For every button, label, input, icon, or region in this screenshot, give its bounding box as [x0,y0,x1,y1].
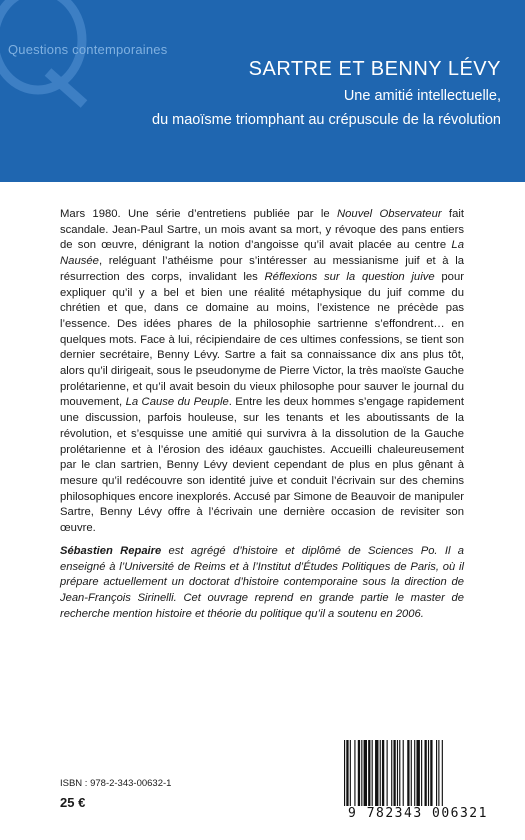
barcode-number: 9 782343 006321 [348,806,488,821]
barcode-block [332,734,504,824]
blurb-segment: pour expliquer qu’il y a bel et bien une réalité métaphysique du juif comme du chrétien et que, dans ce domaine au moins, l’existence ne précède pas l’essence. Des idées phares de la philosophie sartrienne s’effondrent… en quelques mots. Face à lui, récipiendaire de ces ultimes confessions, se tient son dernier secrétaire, Benny Lévy. Sartre a fait sa connaissance dix ans plus tôt, alors qu’il dirigeait, sous le pseudonyme de Pierre Victor, la très maoïste Gauche prolétarienne, et qu’il avait besoin du vieux philosophe pour sauver le journal du mouvement, [60,270,464,409]
blurb-segment: , reléguant l’athéisme pour s’intéresser au messianisme juif et à la résurrection des corps, invalidant les [60,255,464,283]
book-subtitle-line2: du maoïsme triomphant au crépuscule de la révolution [152,112,501,128]
barcode-icon [342,740,492,806]
isbn: ISBN : 978-2-343-00632-1 [60,778,172,789]
price: 25 € [60,795,86,810]
blurb-segment: . Entre les deux hommes s’engage rapidement une discussion, parfois houleuse, sur les tenants et les aboutissants de la révolution, et s’esquisse une amitié qui survivra à la dissolution de la Gauche prolétarienne et à l’érosion des idéaux gauchistes. Accueilli chaleureusement par le clan sartrien, Benny Lévy devient cependant de plus en plus gênant à mesure qu’il redécouvre son identité juive et conduit l’écrivain sur des chemins philosophiques encore inexplorés. Accusé par Simone de Beauvoir de manipuler Sartre, Benny Lévy offre à l’écrivain une dernière occasion de revisiter son œuvre. [60,396,464,535]
author-bio-text: est agrégé d’histoire et diplômé de Sciences Po. Il a enseigné à l’Université de Reims et à l’Institut d’Études Politiques de Paris, où il prépare actuellement un doctorat d’histoire contemporaine sous la direction de Jean-François Sirinelli. Cet ouvrage reprend en grande partie le master de recherche mention histoire et théorie du politique qu’il a soutenu en 2006. [60,545,464,620]
blurb-segment: Mars 1980. Une série d’entretiens publiée par le [60,208,337,220]
blurb-segment: fait scandale. Jean-Paul Sartre, un mois avant sa mort, y révoque des pans entiers de son œuvre, dénigrant la notion d’angoisse qu’il avait placée au centre [60,208,464,252]
book-title: SARTRE ET BENNY LÉVY [248,58,501,80]
back-cover-blurb [60,207,464,537]
blurb-title-reflexions: Réflexions sur la question juive [264,270,435,283]
blurb-title-cause-du-peuple: La Cause du Peuple [125,396,229,409]
book-subtitle-line1: Une amitié intellectuelle, [343,88,501,104]
series-name: Questions contemporaines [8,42,168,57]
author-name: Sébastien Repaire [60,545,162,557]
cover-header-band [0,0,525,182]
blurb-title-la-nausee: La Nausée [60,239,464,268]
blurb-title-nouvel-observateur: Nouvel Observateur [336,208,442,220]
author-bio [60,544,464,623]
